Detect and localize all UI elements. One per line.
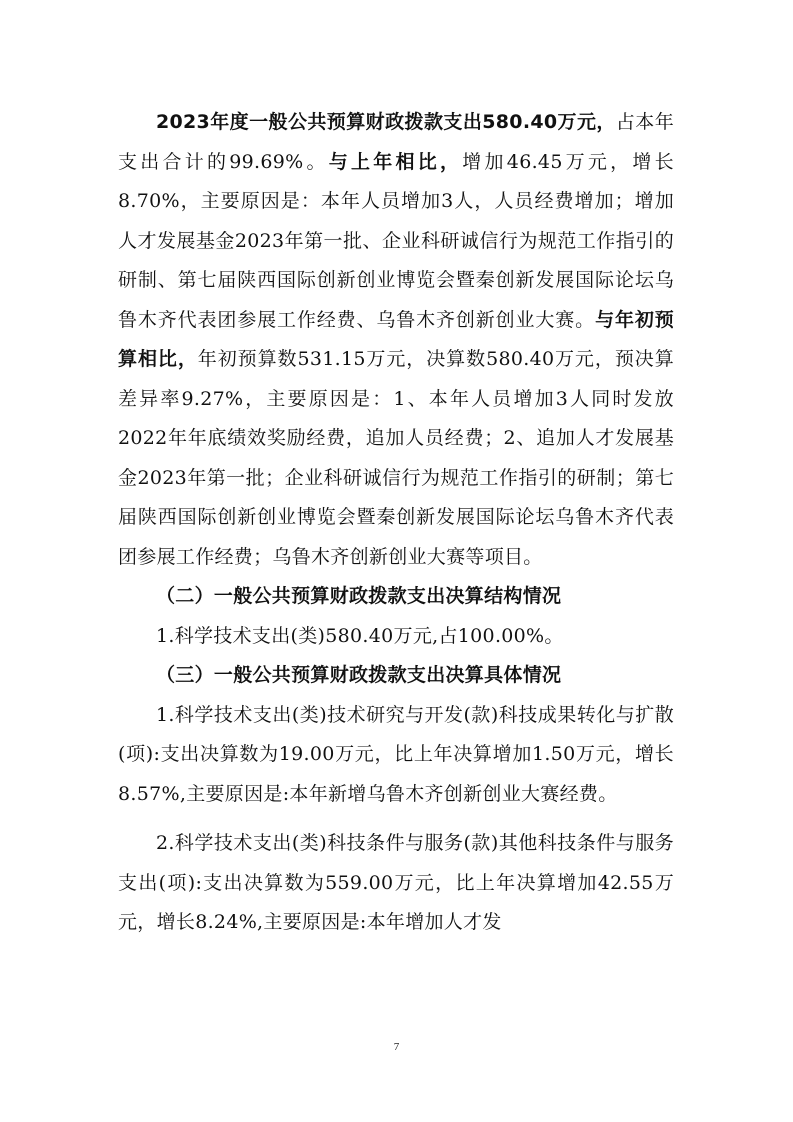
section-heading-specific: （三）一般公共预算财政拨款支出决算具体情况 [156, 664, 562, 686]
paragraph-structure-detail: 1.科学技术支出(类)580.40万元,占100.00%。 [156, 624, 564, 647]
page-number: 7 [393, 1041, 400, 1053]
text-increase-reasons: 增加46.45万元，增长8.70%，主要原因是：本年人员增加3人，人员经费增加；增加人才发展基金2023年第一批、企业科研诚信行为规范工作指引的研制、第七届陕西国际创新创业博览会暨秦创新发展国际论坛乌鲁木齐代表团参展工作经费、乌鲁木齐创新创业大赛。 [118, 150, 674, 331]
section-heading-structure: （二）一般公共预算财政拨款支出决算结构情况 [156, 585, 562, 607]
bold-total-expenditure: 2023年度一般公共预算财政拨款支出580.40万元， [156, 111, 616, 133]
text-budget-variance-reasons: 年初预算数531.15万元，决算数580.40万元，预决算差异率9.27%，主要原因是：1、本年人员增加3人同时发放2022年年底绩效奖励经费，追加人员经费；2、追加人才发展基金2023年第一批；企业科研诚信行为规范工作指引的研制；第七届陕西国际创新创业博览会暨秦创新发展国际论坛乌鲁木齐代表团参展工作经费；乌鲁木齐创新创业大赛等项目。 [118, 348, 675, 568]
bold-compared-last-year: 与上年相比， [328, 150, 463, 173]
paragraph-item-2: 2.科学技术支出(类)科技条件与服务(款)其他科技条件与服务支出(项):支出决算数为559.00万元，比上年决算增加42.55万元，增长8.24%,主要原因是:本年增加人才发 [118, 832, 674, 933]
paragraph-item-1: 1.科学技术支出(类)技术研究与开发(款)科技成果转化与扩散(项):支出决算数为19.00万元，比上年决算增加1.50万元，增长8.57%,主要原因是:本年新增乌鲁木齐创新创业大赛经费。 [118, 703, 674, 805]
bold-compared-initial-budget: 与年初预算相比， [118, 308, 674, 370]
document-body [118, 103, 674, 943]
paragraph-expenditure-summary [118, 103, 674, 577]
text-share-of-total: 占本年支出合计的99.69%。 [118, 111, 674, 173]
